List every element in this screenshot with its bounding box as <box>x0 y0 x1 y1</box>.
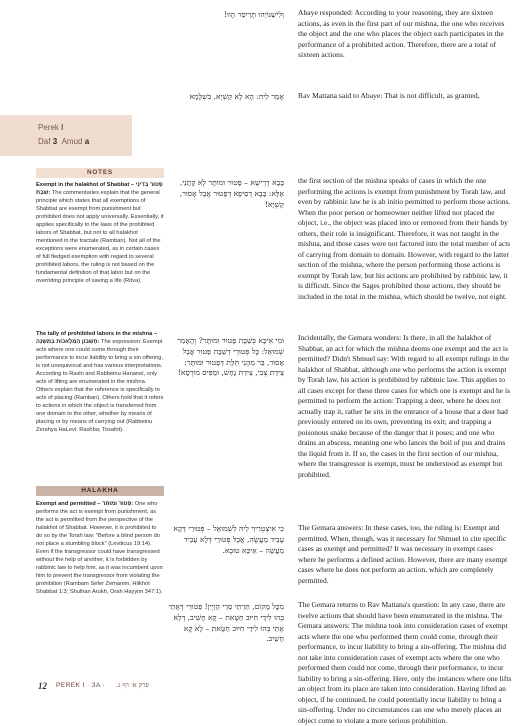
english-text-top: Abaye responded: According to your reasoning, they are sixteen actions, as even in the first part of our mishna, the one who receives the object and the one who places the object each participates in the performance of a prohibited action. Therefore, there are a total of sixteen actions. <box>298 8 505 60</box>
daf-number: 3 <box>52 137 58 146</box>
halakha-headword: Exempt and permitted – פָּטוּר וּמוּתָּר: <box>36 501 134 507</box>
amud-word: Amud <box>61 137 83 146</box>
hebrew-text-section-4: וּמִי אִיכָּא בְּשַׁבָּת פָּטוּר וּמוּתָּר? וְהָאָמַר שְׁמוּאֵל: כׇּל פְּטוּרֵי דְשַׁבָּת פָּטוּר אֲבָל אָסוּר, בַּר מֵהָנֵי תְּלָת דְּפָטוּר וּמוּתָּר: צֵידַת צְבִי, צֵידַת נָחָשׁ, וּמַפִּיס מוּרְסָא! <box>177 336 284 378</box>
note-exempt-body: The commentaries explain that the general principle which states that all exemptions of Shabbat are exempt from punishment but prohibited does not apply universally. Essentially, it applies specifically to the laws of the prohibited labors of Shabbat, but not to all halakhot mentioned in the tractate (Ramban). Not all of the exceptions were enumerated, as in certain cases of full fledged exemption with regard to several prohibited labors, the ruling is not based on the fundamental definition of that labor but on the overriding principle of saving a life (Ritva). <box>36 190 164 284</box>
daf-word: Daf <box>38 137 51 146</box>
note-exempt-headword: Exempt in the halakhot of Shabbat – פָּטוּר בְּדִינֵי שַׁבָּת: <box>36 182 163 196</box>
amud-letter: a <box>84 137 90 146</box>
daf-amud-label <box>38 137 89 146</box>
footer-hebrew-label: פרק א׳ דף ג. <box>116 681 149 689</box>
page-number: 12 <box>38 681 47 691</box>
note-tally <box>36 330 164 434</box>
note-tally-headword: The tally of prohibited labors in the mishna – חֶשְׁבּוֹן הַמְּלָאכוֹת בַּמִּשְׁנָה: <box>36 331 158 345</box>
perek-number: I <box>61 123 64 132</box>
halakha-body: One who performs the act is exempt from punishment, as the act is permitted from the perspective of the halakhot of Shabbat. However, it is prohibited to do so by the Torah law: "Before a blind person do not place a stumbling block" (Leviticus 19:14). Even if the transgressor could have transgressed without the help of another, it is forbidden by rabbinic law to help him, as it was incumbent upon him to prevent the transgressor from violating the prohibition (Rambam Sefer Zemanim, Hilkhot Shabbat 1:3; Shulhan Arukh, Orah Hayyim 347:1). <box>36 501 163 595</box>
halakha-header: HALAKHA <box>36 486 164 496</box>
hebrew-text-top: וְלִישַׁנּוֹיְהוּ תְּרֵיסַר הָווּ! <box>223 10 284 19</box>
hebrew-text-mid: אָמַר לֵיהּ: הָא לָא קַשְׁיָא, בִּשְׁלָמָא <box>189 92 284 101</box>
english-text-section-4: Incidentally, the Gemara wonders: Is there, in all the halakhot of Shabbat, an act for which the mishna deems one exempt and the act is permitted? Didn't Shmuel say: With regard to all exempt rulings in the halakhot of Shabbat, although one who performs the action is exempt by Torah law, his action is prohibited by rabbinic law. This applies to all cases except for these three cases for which one is exempt and he is permitted to perform the action: Trapping a deer, where he does not actually trap it, rather he sits in the entrance of a house that a deer had previously entered on its own, preventing its exit; and trapping a poisonous snake because of the danger that it poses; and one who drains an abscess, meaning one who lances the boil of pus and drains the liquid from it. If so, the cases in the first section of our mishna, where the transgressor is exempt, must be understood as exempt but prohibited. <box>298 333 510 479</box>
english-text-section-3: the first section of the mishna speaks of cases in which the one performing the actions is exempt from punishment by Torah law, and even by rabbinic law he is ab initio permitted to perform those actions. When the poor person or homeowner neither lifted nor placed the object, i.e., the object was placed into or removed from their hands by others, their role is insignificant. Therefore, it was not taught in the mishna, and those cases were not factored into the total number of acts of carrying from domain to domain. However, with regard to the latter section of the mishna, where the person performing those actions is exempt by Torah law, but his actions are prohibited by rabbinic law, it is difficult. Since the Sages prohibited those actions, they should be included in the total in the mishna, which should be twelve, not eight. <box>298 176 511 301</box>
notes-header: NOTES <box>36 168 164 178</box>
perek-tab <box>0 115 132 156</box>
footer-perek-label: PEREK I · 3A · <box>56 682 106 689</box>
hebrew-text-section-3: בָּבָא דְרֵישָׁא – פָּטוּר וּמוּתָּר לָא קָתָנֵי, אֶלָּא: בָּבָא דְסֵיפָא דְפָטוּר אֲבָל אָסוּר, קַשְׁיָא! <box>179 178 284 209</box>
hebrew-text-section-6: מִכׇּל מָקוֹם, תַּרְתֵּי סְרֵי הָוְיָין! פְּטוּרֵי דְּאָתֵי בְּהוּ לִידֵי חִיּוּב חַטָּאת – קָא חָשֵׁיב, דְּלָא אָתֵי בְּהוּ לִידֵי חִיּוּב חַטָּאת – לָא קָא חָשֵׁיב. <box>168 602 284 644</box>
english-text-section-6: The Gemara returns to Rav Mattana's question: In any case, there are twelve actions that should have been enumerated in the mishna. The Gemara answers: The mishna took into consideration cases of exempt acts where the one who performed them could come, through their performance, to incur liability to bring a sin-offering. The mishna did not take into consideration cases of exempt acts where the one who performed them could not come, through their performance, to incur liability to bring a sin-offering. Here, only the instances where one lifts an object from its place are taken into consideration. Having lifted an object, if he continued, he could potentially incur liability to bring a sin-offering. Under no circumstances can one who merely places an object come to violate a more serious prohibition. <box>298 600 512 725</box>
english-text-mid: Rav Mattana said to Abaye: That is not difficult, as granted, <box>298 91 480 100</box>
note-exempt <box>36 181 164 285</box>
english-text-section-5: The Gemara answers: In these cases, too, the ruling is: Exempt and permitted. When, though, was it necessary for Shmuel to cite specific cases as exempt and permitted? It was necessary in exempt cases where he performs a defined action. However, there are many exempt cases where he does not perform an action, which are completely permitted. <box>298 523 508 585</box>
halakha-note <box>36 500 164 596</box>
note-tally-body: The expression: Exempt acts where one could come through their performance to incur liability to bring a sin offering, is not unequivocal and has various interpretations. According to Rashi and Rabbeinu Hananel, only acts of lifting are enumerated in the mishna. Others explain that the reference is specifically to acts of placing (Ramban). Others hold that it refers to actions in which the object is transferred from one domain to the other, whether by means of placing or by means of carrying out (Rabbeinu Zerahya HaLevi; Rashba; Tosafot). <box>36 339 164 433</box>
perek-label <box>38 123 63 132</box>
hebrew-text-section-5: כִּי אִיצְטְרִיךְ לֵיהּ לִשְׁמוּאֵל – פְּטוּרֵי דְּקָא עָבֵיד מַעֲשֶׂה, אֲבָל פְּטוּרֵי דְּלָא עָבֵיד מַעֲשֶׂה – אֵיכָּא טוּבָא. <box>173 524 284 555</box>
perek-word: Perek <box>38 123 59 132</box>
